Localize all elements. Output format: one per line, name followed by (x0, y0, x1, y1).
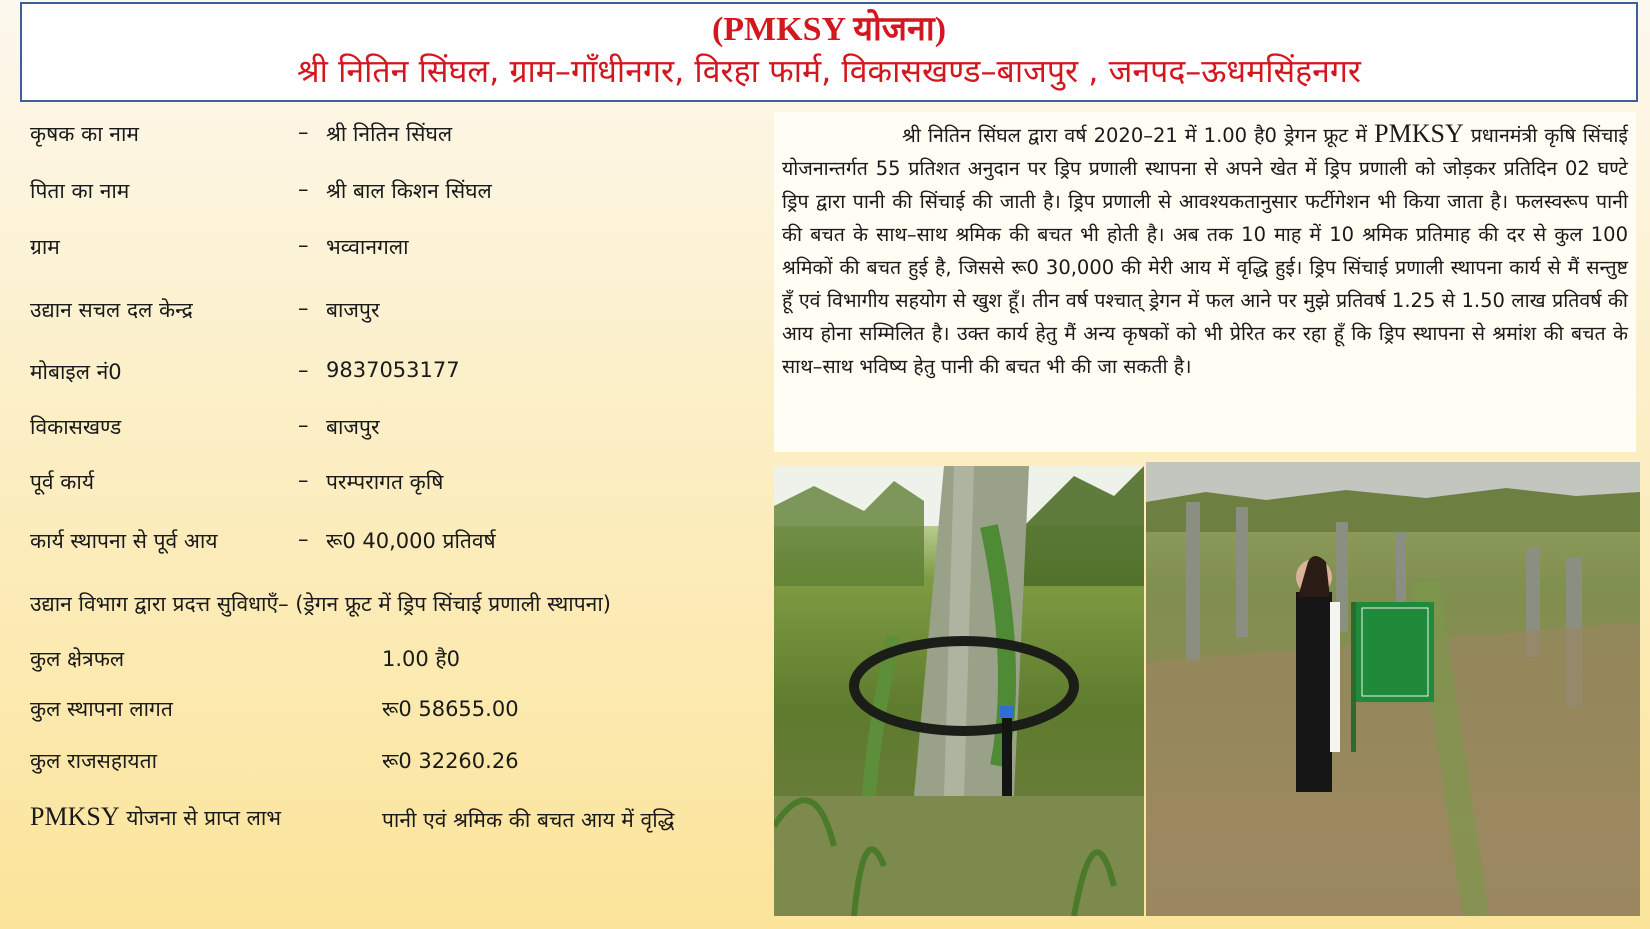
dash: – (298, 468, 309, 492)
dragon-fruit-drip-photo (774, 466, 1144, 916)
detail-value: परम्परागत कृषि (326, 470, 444, 494)
detail-value: भव्वानगला (326, 235, 409, 259)
detail-value: बाजपुर (326, 298, 380, 322)
page-subtitle: श्री नितिन सिंघल, ग्राम–गाँधीनगर, विरहा फार्म, विकासखण्ड–बाजपुर , जनपद–ऊधमसिंहनगर (296, 52, 1362, 90)
header-box (20, 2, 1638, 102)
dash: – (298, 413, 309, 437)
paragraph-text: श्री नितिन सिंघल द्वारा वर्ष 2020–21 में 1.00 है0 ड्रेगन फ्रूट में (902, 124, 1375, 147)
paragraph-text-rest: प्रधानमंत्री कृषि सिंचाई योजनान्तर्गत 55 प्रतिशत अनुदान पर ड्रिप प्रणाली स्थापना से अपने खेत में ड्रिप प्रणाली को जोड़कर प्रतिदिन 02 घण्टे ड्रिप द्वारा पानी की सिंचाई की जाती है। ड्रिप प्रणाली से आवश्यकतानुसार फर्टीगेशन भी किया जाता है। फलस्वरूप पानी की बचत के साथ–साथ श्रमिक की बचत भी होती है। अब तक 10 माह में 10 श्रमिक प्रतिमाह की दर से कुल 100 श्रमिकों की बचत हुई है, जिससे रू0 30,000 की मेरी आय में वृद्धि हुई। ड्रिप सिंचाई प्रणाली स्थापना कार्य से मैं सन्तुष्ट हूँ एवं विभागीय सहयोग से खुश हूँ। तीन वर्ष पश्चात् ड्रेगन में फल आने पर मुझे प्रतिवर्ष 1.25 से 1.50 लाख प्रतिवर्ष की आय होना सम्मिलित है। उक्त कार्य हेतु मैं अन्य कृषकों को भी प्रेरित कर रहा हूँ कि ड्रिप स्थापना से श्रमांश की बचत के साथ–साथ भविष्य हेतु पानी की बचत भी की जा सकती है। (782, 124, 1629, 378)
detail-label: विकासखण्ड (30, 415, 122, 439)
detail-label: पिता का नाम (30, 179, 130, 203)
cost-value: 1.00 है0 (382, 647, 460, 671)
dash: – (298, 120, 309, 144)
facilities-note: उद्यान विभाग द्वारा प्रदत्त सुविधाएँ– (ड्रेगन फ्रूट में ड्रिप सिंचाई प्रणाली स्थापना) (30, 592, 611, 616)
detail-value: 9837053177 (326, 358, 460, 382)
detail-value: बाजपुर (326, 415, 380, 439)
dash: – (298, 527, 309, 551)
dash: – (298, 233, 309, 257)
benefit-label-text: योजना से प्राप्त लाभ (119, 806, 282, 830)
cost-label: कुल स्थापना लागत (30, 697, 173, 721)
detail-label: उद्यान सचल दल केन्द्र (30, 298, 193, 322)
dash: – (298, 358, 309, 382)
detail-label: ग्राम (30, 235, 60, 259)
detail-label: कृषक का नाम (30, 122, 139, 146)
farm-field-photo (1146, 462, 1640, 916)
cost-value: रू0 32260.26 (382, 749, 519, 773)
detail-value: श्री नितिन सिंघल (326, 122, 453, 146)
page-title: (PMKSY योजना) (711, 11, 947, 48)
dragon-fruit-drip-illustration (774, 466, 1144, 916)
cost-label: कुल राजसहायता (30, 749, 158, 773)
cost-label: कुल क्षेत्रफल (30, 647, 125, 671)
pmksy-label: PMKSY (30, 802, 120, 831)
detail-label: मोबाइल नं0 (30, 360, 122, 384)
benefit-value: पानी एवं श्रमिक की बचत आय में वृद्धि (382, 808, 675, 832)
pmksy-inline: PMKSY (1374, 119, 1464, 148)
benefit-label (30, 802, 281, 832)
cost-value: रू0 58655.00 (382, 697, 519, 721)
detail-label: पूर्व कार्य (30, 470, 95, 494)
description-paragraph (774, 112, 1636, 452)
detail-value: रू0 40,000 प्रतिवर्ष (326, 529, 496, 553)
detail-value: श्री बाल किशन सिंघल (326, 179, 492, 203)
farm-field-illustration (1146, 462, 1640, 916)
dash: – (298, 296, 309, 320)
detail-label: कार्य स्थापना से पूर्व आय (30, 529, 218, 553)
dash: – (298, 177, 309, 201)
